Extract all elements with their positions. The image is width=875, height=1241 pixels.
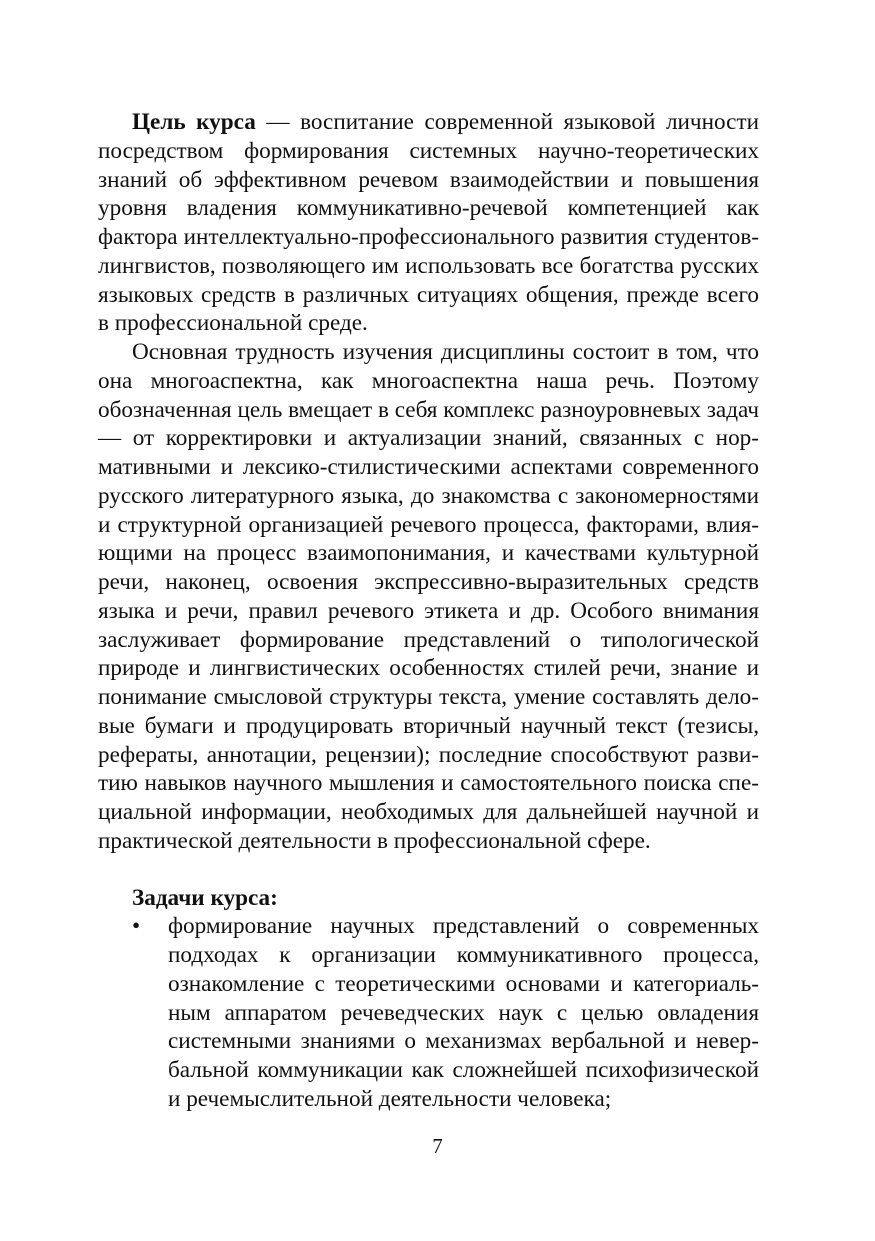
page-content	[98, 108, 759, 1114]
course-goal-lead: Цель курса	[132, 109, 256, 135]
task-list	[98, 912, 759, 1113]
course-goal-paragraph	[98, 108, 759, 338]
tasks-heading: Задачи курса:	[132, 884, 278, 911]
course-goal-text: — воспитание современной языковой личности посредством формирования системных научно-теоретических знаний об эффективном речевом взаимодействии и повышения уровня владения коммуникативно-речевой компетенцией как фактора интеллектуально-профессионального развития студентов-лингвистов, позволяющего им использовать все богатства русских языковых средств в различных ситуациях общения, прежде всего в профессиональной среде.	[98, 109, 759, 337]
list-item	[98, 912, 759, 1113]
task-text: формирование научных представлений о современных подходах к организации коммуникативного процесса, ознакомление с теоретическими основами и категориальным аппаратом речеведческих наук с целью овладения системными знаниями о механизмах вербальной и невербальной коммуникации как сложнейшей психофизической и речемыслительной деятельности человека;	[168, 913, 759, 1112]
bullet-icon: •	[132, 913, 141, 940]
difficulty-paragraph: Основная трудность изучения дисциплины состоит в том, что она многоаспектна, как многоаспектна наша речь. Поэтому обозначенная цель вмещает в себя комплекс разноуровневых задач — от корректировки и актуализации знаний, связанных с нормативными и лексико-стилистическими аспектами современного русского литературного языка, до знакомства с закономерностями и структурной организацией речевого процесса, факторами, влияющими на процесс взаимопонимания, и качествами культурной речи, наконец, освоения экспрессивно-выразительных средств языка и речи, правил речевого этикета и др. Особого внимания заслуживает формирование представлений о типологической природе и лингвистических особенностях стилей речи, знание и понимание смысловой структуры текста, умение составлять деловые бумаги и продуцировать вторичный научный текст (тезисы, рефераты, аннотации, рецензии); последние способствуют развитию навыков научного мышления и самостоятельного поиска специальной информации, необходимых для дальнейшей научной и практической деятельности в профессиональной сфере.	[98, 339, 760, 854]
page-number: 7	[432, 1134, 443, 1158]
